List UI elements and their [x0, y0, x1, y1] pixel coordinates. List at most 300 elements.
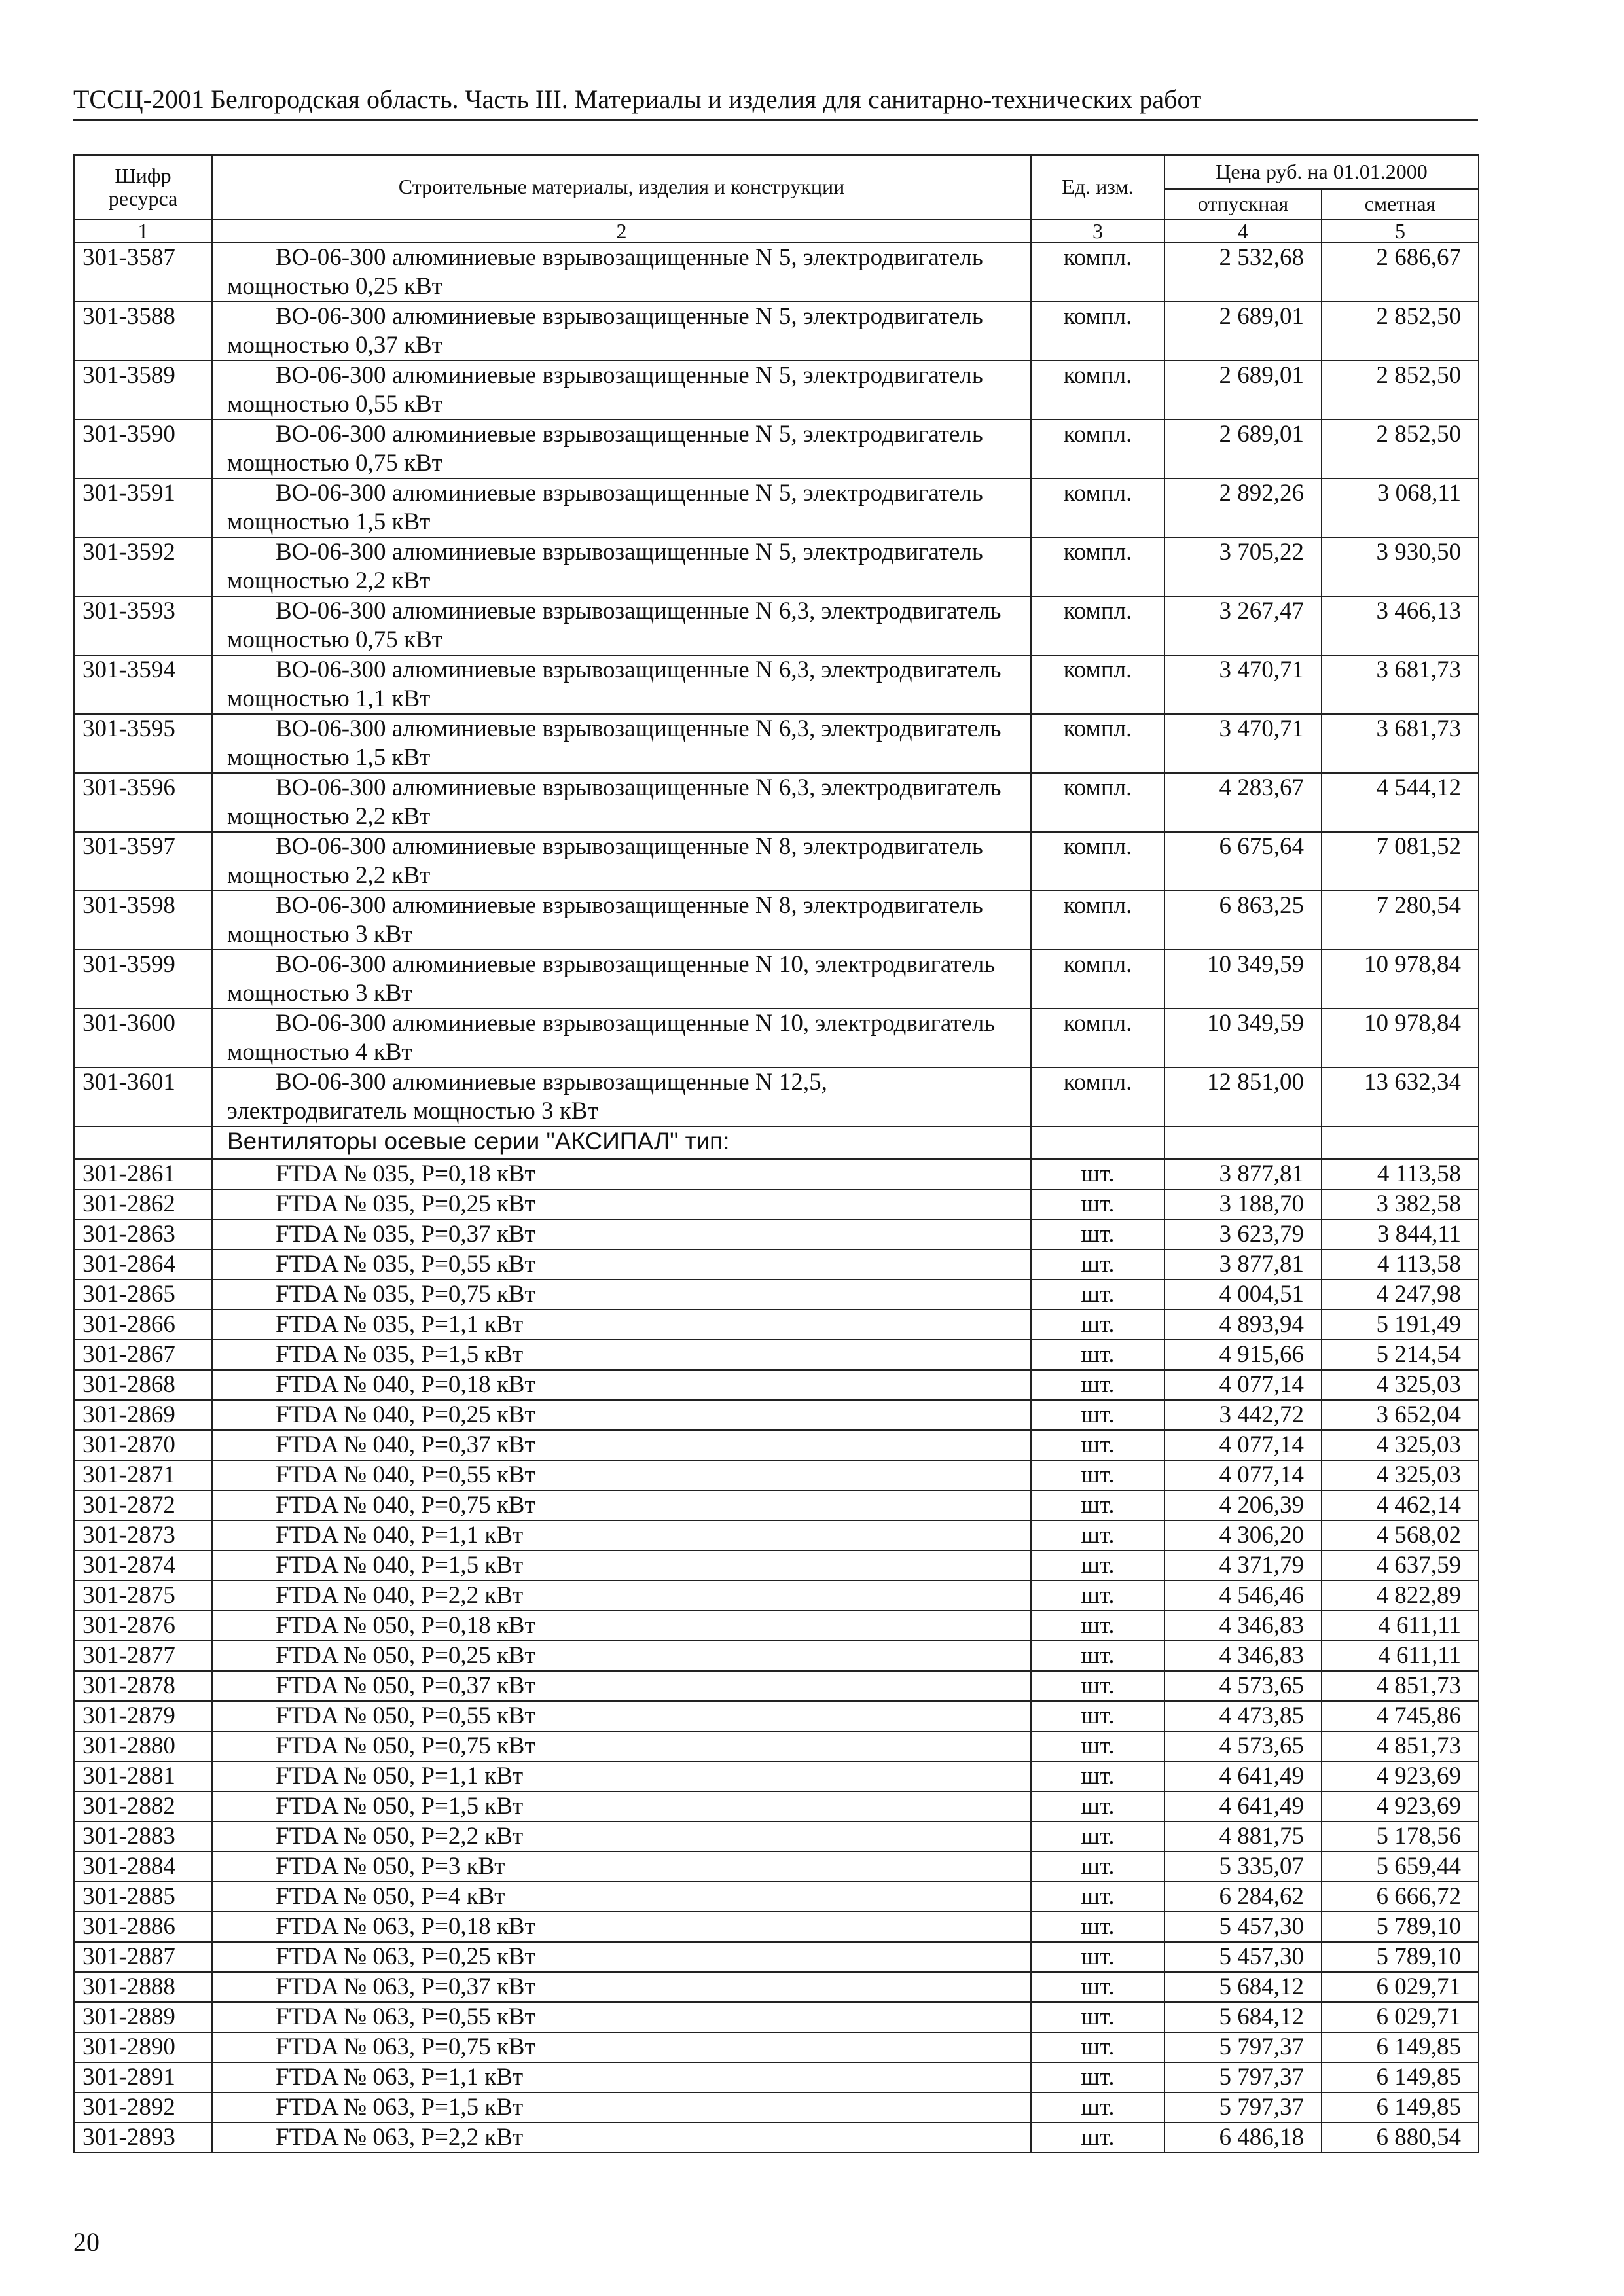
- material-name: [212, 1611, 1031, 1641]
- table-row: [74, 1280, 1479, 1310]
- material-name: [212, 1912, 1031, 1942]
- table-row: [74, 302, 1479, 361]
- material-name-text: FTDA № 063, Р=2,2 кВт: [276, 2124, 524, 2151]
- table-row: [74, 1067, 1479, 1126]
- unit-cell: шт.: [1031, 2062, 1164, 2092]
- price-release: 6 675,64: [1164, 832, 1322, 891]
- material-name: [212, 478, 1031, 537]
- price-estimate: 3 844,11: [1322, 1219, 1479, 1249]
- resource-code: 301-2869: [74, 1400, 212, 1430]
- unit-cell: шт.: [1031, 1942, 1164, 1972]
- price-estimate: 3 930,50: [1322, 537, 1479, 596]
- resource-code: 301-2887: [74, 1942, 212, 1972]
- table-row: [74, 1430, 1479, 1460]
- section-code-cell: [74, 1126, 212, 1159]
- price-estimate: 7 280,54: [1322, 891, 1479, 950]
- material-name-text: FTDA № 035, Р=1,5 кВт: [276, 1341, 524, 1368]
- resource-code: 301-3589: [74, 361, 212, 420]
- price-release: 4 881,75: [1164, 1821, 1322, 1852]
- price-release: 4 893,94: [1164, 1310, 1322, 1340]
- table-row: [74, 1490, 1479, 1520]
- price-estimate: 6 029,71: [1322, 1972, 1479, 2002]
- price-release: 3 470,71: [1164, 714, 1322, 773]
- material-name-text: FTDA № 040, Р=1,1 кВт: [276, 1522, 524, 1549]
- price-estimate: 10 978,84: [1322, 1009, 1479, 1067]
- material-name: [212, 1400, 1031, 1430]
- unit-cell: шт.: [1031, 1912, 1164, 1942]
- price-table: [73, 154, 1479, 2153]
- price-release: 2 689,01: [1164, 302, 1322, 361]
- material-name: [212, 1731, 1031, 1761]
- material-name-text: FTDA № 063, Р=1,1 кВт: [276, 2064, 524, 2090]
- resource-code: 301-3593: [74, 596, 212, 655]
- unit-cell: компл.: [1031, 243, 1164, 302]
- material-name-line2: мощностью 4 кВт: [227, 1038, 412, 1066]
- price-release: 4 206,39: [1164, 1490, 1322, 1520]
- unit-cell: компл.: [1031, 596, 1164, 655]
- material-name-line2: мощностью 2,2 кВт: [227, 567, 431, 594]
- material-name-text: FTDA № 063, Р=1,5 кВт: [276, 2094, 524, 2121]
- material-name-text: FTDA № 063, Р=0,55 кВт: [276, 2003, 535, 2030]
- page-number: 20: [73, 2227, 99, 2257]
- material-name-text: FTDA № 050, Р=1,5 кВт: [276, 1793, 524, 1820]
- material-name: [212, 1490, 1031, 1520]
- table-row: [74, 2062, 1479, 2092]
- material-name-text: FTDA № 040, Р=2,2 кВт: [276, 1582, 524, 1609]
- price-estimate: 13 632,34: [1322, 1067, 1479, 1126]
- material-name: [212, 1942, 1031, 1972]
- price-release: 4 077,14: [1164, 1430, 1322, 1460]
- price-estimate: 4 544,12: [1322, 773, 1479, 832]
- price-release: 4 641,49: [1164, 1791, 1322, 1821]
- material-name-text: FTDA № 063, Р=0,25 кВт: [276, 1943, 535, 1970]
- unit-cell: компл.: [1031, 832, 1164, 891]
- price-release: 2 532,68: [1164, 243, 1322, 302]
- material-name: [212, 1370, 1031, 1400]
- material-name-line2: мощностью 2,2 кВт: [227, 802, 431, 830]
- price-release: 4 371,79: [1164, 1551, 1322, 1581]
- price-estimate: 3 068,11: [1322, 478, 1479, 537]
- material-name: [212, 2123, 1031, 2153]
- unit-cell: компл.: [1031, 655, 1164, 714]
- material-name-text: FTDA № 040, Р=0,37 кВт: [276, 1431, 535, 1458]
- material-name-line2: мощностью 1,5 кВт: [227, 744, 431, 771]
- resource-code: 301-2888: [74, 1972, 212, 2002]
- material-name-line1: ВО-06-300 алюминиевые взрывозащищенные N 6,3, электродвигатель: [276, 656, 1001, 683]
- price-release: 4 306,20: [1164, 1520, 1322, 1551]
- material-name: [212, 2002, 1031, 2032]
- resource-code: 301-2891: [74, 2062, 212, 2092]
- unit-cell: компл.: [1031, 950, 1164, 1009]
- material-name: [212, 1280, 1031, 1310]
- price-estimate: 4 247,98: [1322, 1280, 1479, 1310]
- unit-cell: шт.: [1031, 1159, 1164, 1189]
- unit-cell: шт.: [1031, 1280, 1164, 1310]
- material-name-line2: мощностью 0,37 кВт: [227, 331, 442, 359]
- material-name-text: FTDA № 050, Р=4 кВт: [276, 1883, 505, 1910]
- price-release: 5 797,37: [1164, 2062, 1322, 2092]
- section-price-cell: [1322, 1126, 1479, 1159]
- resource-code: 301-2872: [74, 1490, 212, 1520]
- material-name: [212, 1310, 1031, 1340]
- unit-cell: шт.: [1031, 1701, 1164, 1731]
- resource-code: 301-3592: [74, 537, 212, 596]
- price-estimate: 5 178,56: [1322, 1821, 1479, 1852]
- table-row: [74, 1219, 1479, 1249]
- price-estimate: 5 789,10: [1322, 1912, 1479, 1942]
- price-estimate: 10 978,84: [1322, 950, 1479, 1009]
- price-release: 4 283,67: [1164, 773, 1322, 832]
- column-number: 1: [74, 219, 212, 243]
- price-release: 3 623,79: [1164, 1219, 1322, 1249]
- material-name: [212, 243, 1031, 302]
- material-name-line1: ВО-06-300 алюминиевые взрывозащищенные N 5, электродвигатель: [276, 362, 983, 389]
- unit-cell: компл.: [1031, 420, 1164, 478]
- price-estimate: 6 666,72: [1322, 1882, 1479, 1912]
- material-name-line2: мощностью 2,2 кВт: [227, 861, 431, 889]
- material-name: [212, 1972, 1031, 2002]
- material-name: [212, 2092, 1031, 2123]
- resource-code: 301-2893: [74, 2123, 212, 2153]
- unit-cell: шт.: [1031, 1671, 1164, 1701]
- material-name-text: FTDA № 035, Р=0,18 кВт: [276, 1160, 535, 1187]
- table-row: [74, 1882, 1479, 1912]
- resource-code: 301-2871: [74, 1460, 212, 1490]
- price-release: 4 915,66: [1164, 1340, 1322, 1370]
- resource-code: 301-2884: [74, 1852, 212, 1882]
- price-estimate: 4 611,11: [1322, 1641, 1479, 1671]
- price-release: 4 573,65: [1164, 1731, 1322, 1761]
- table-row: [74, 2123, 1479, 2153]
- table-row: [74, 596, 1479, 655]
- material-name-text: FTDA № 050, Р=0,37 кВт: [276, 1672, 535, 1699]
- section-price-cell: [1164, 1126, 1322, 1159]
- price-estimate: 4 745,86: [1322, 1701, 1479, 1731]
- material-name-line1: ВО-06-300 алюминиевые взрывозащищенные N 10, электродвигатель: [276, 951, 996, 978]
- material-name: [212, 950, 1031, 1009]
- resource-code: 301-2862: [74, 1189, 212, 1219]
- price-estimate: 6 029,71: [1322, 2002, 1479, 2032]
- unit-cell: компл.: [1031, 1067, 1164, 1126]
- price-release: 10 349,59: [1164, 1009, 1322, 1067]
- material-name-text: FTDA № 040, Р=1,5 кВт: [276, 1552, 524, 1579]
- price-release: 4 473,85: [1164, 1701, 1322, 1731]
- material-name-line2: электродвигатель мощностью 3 кВт: [227, 1097, 598, 1124]
- unit-cell: шт.: [1031, 1882, 1164, 1912]
- material-name: [212, 1821, 1031, 1852]
- price-release: 4 573,65: [1164, 1671, 1322, 1701]
- material-name: [212, 1460, 1031, 1490]
- price-release: 5 797,37: [1164, 2092, 1322, 2123]
- unit-cell: шт.: [1031, 2002, 1164, 2032]
- material-name-text: FTDA № 063, Р=0,18 кВт: [276, 1913, 535, 1940]
- table-row: [74, 1249, 1479, 1280]
- table-row: [74, 832, 1479, 891]
- price-estimate: 4 325,03: [1322, 1430, 1479, 1460]
- unit-cell: шт.: [1031, 2092, 1164, 2123]
- table-row: [74, 1159, 1479, 1189]
- resource-code: 301-2864: [74, 1249, 212, 1280]
- unit-cell: шт.: [1031, 1430, 1164, 1460]
- table-row: [74, 1701, 1479, 1731]
- price-estimate: 4 113,58: [1322, 1249, 1479, 1280]
- unit-cell: компл.: [1031, 1009, 1164, 1067]
- material-name-text: FTDA № 040, Р=0,55 кВт: [276, 1462, 535, 1488]
- material-name: [212, 361, 1031, 420]
- table-row: [74, 1370, 1479, 1400]
- table-row: [74, 1912, 1479, 1942]
- table-row: [74, 1400, 1479, 1430]
- material-name-text: FTDA № 035, Р=0,75 кВт: [276, 1281, 535, 1308]
- material-name: [212, 832, 1031, 891]
- section-row: [74, 1126, 1479, 1159]
- material-name-text: FTDA № 050, Р=0,25 кВт: [276, 1642, 535, 1669]
- table-row: [74, 655, 1479, 714]
- unit-cell: шт.: [1031, 1581, 1164, 1611]
- material-name-text: FTDA № 035, Р=0,37 кВт: [276, 1221, 535, 1247]
- table-row: [74, 773, 1479, 832]
- price-estimate: 4 325,03: [1322, 1370, 1479, 1400]
- header-unit: Ед. изм.: [1031, 155, 1164, 219]
- resource-code: 301-2890: [74, 2032, 212, 2062]
- material-name-text: FTDA № 035, Р=0,25 кВт: [276, 1191, 535, 1217]
- price-release: 3 188,70: [1164, 1189, 1322, 1219]
- material-name-text: FTDA № 063, Р=0,75 кВт: [276, 2034, 535, 2060]
- section-unit-cell: [1031, 1126, 1164, 1159]
- resource-code: 301-2885: [74, 1882, 212, 1912]
- price-estimate: 4 822,89: [1322, 1581, 1479, 1611]
- table-row: [74, 2002, 1479, 2032]
- resource-code: 301-2873: [74, 1520, 212, 1551]
- price-release: 2 892,26: [1164, 478, 1322, 537]
- unit-cell: шт.: [1031, 1340, 1164, 1370]
- unit-cell: шт.: [1031, 1490, 1164, 1520]
- material-name-text: FTDA № 050, Р=3 кВт: [276, 1853, 505, 1880]
- table-row: [74, 1340, 1479, 1370]
- price-estimate: 4 923,69: [1322, 1791, 1479, 1821]
- resource-code: 301-3596: [74, 773, 212, 832]
- table-row: [74, 1641, 1479, 1671]
- unit-cell: шт.: [1031, 2032, 1164, 2062]
- unit-cell: компл.: [1031, 302, 1164, 361]
- unit-cell: шт.: [1031, 1460, 1164, 1490]
- material-name-line1: ВО-06-300 алюминиевые взрывозащищенные N 5, электродвигатель: [276, 539, 983, 565]
- resource-code: 301-2866: [74, 1310, 212, 1340]
- resource-code: 301-2892: [74, 2092, 212, 2123]
- price-release: 3 877,81: [1164, 1249, 1322, 1280]
- price-release: 6 284,62: [1164, 1882, 1322, 1912]
- material-name-text: FTDA № 040, Р=0,25 кВт: [276, 1401, 535, 1428]
- resource-code: 301-3600: [74, 1009, 212, 1067]
- material-name: [212, 1189, 1031, 1219]
- price-estimate: 3 382,58: [1322, 1189, 1479, 1219]
- unit-cell: шт.: [1031, 1310, 1164, 1340]
- table-row: [74, 1852, 1479, 1882]
- material-name-text: FTDA № 035, Р=0,55 кВт: [276, 1251, 535, 1278]
- material-name-text: FTDA № 035, Р=1,1 кВт: [276, 1311, 524, 1338]
- header-code: Шифр ресурса: [74, 155, 212, 219]
- resource-code: 301-2867: [74, 1340, 212, 1370]
- unit-cell: шт.: [1031, 1852, 1164, 1882]
- table-row: [74, 243, 1479, 302]
- table-row: [74, 1520, 1479, 1551]
- material-name-line2: мощностью 0,25 кВт: [227, 272, 442, 300]
- group2-body: [74, 1159, 1479, 2153]
- price-estimate: 3 681,73: [1322, 714, 1479, 773]
- price-release: 4 641,49: [1164, 1761, 1322, 1791]
- table-row: [74, 950, 1479, 1009]
- material-name-line2: мощностью 0,55 кВт: [227, 390, 442, 418]
- price-estimate: 6 149,85: [1322, 2092, 1479, 2123]
- material-name: [212, 2062, 1031, 2092]
- price-estimate: 2 852,50: [1322, 361, 1479, 420]
- header-price-group: Цена руб. на 01.01.2000: [1164, 155, 1479, 189]
- resource-code: 301-3597: [74, 832, 212, 891]
- table-row: [74, 1671, 1479, 1701]
- material-name-line1: ВО-06-300 алюминиевые взрывозащищенные N 12,5,: [276, 1069, 827, 1096]
- unit-cell: шт.: [1031, 1972, 1164, 2002]
- column-number: 2: [212, 219, 1031, 243]
- price-estimate: 6 149,85: [1322, 2032, 1479, 2062]
- table-row: [74, 891, 1479, 950]
- material-name: [212, 1701, 1031, 1731]
- table-row: [74, 1581, 1479, 1611]
- resource-code: 301-2880: [74, 1731, 212, 1761]
- table-row: [74, 2092, 1479, 2123]
- material-name: [212, 596, 1031, 655]
- resource-code: 301-2877: [74, 1641, 212, 1671]
- material-name-line2: мощностью 3 кВт: [227, 979, 412, 1007]
- price-estimate: 4 568,02: [1322, 1520, 1479, 1551]
- price-release: 4 346,83: [1164, 1611, 1322, 1641]
- material-name-line1: ВО-06-300 алюминиевые взрывозащищенные N 5, электродвигатель: [276, 480, 983, 507]
- price-estimate: 4 113,58: [1322, 1159, 1479, 1189]
- material-name: [212, 1067, 1031, 1126]
- unit-cell: шт.: [1031, 1189, 1164, 1219]
- material-name-text: FTDA № 050, Р=2,2 кВт: [276, 1823, 524, 1850]
- material-name-line1: ВО-06-300 алюминиевые взрывозащищенные N 5, электродвигатель: [276, 244, 983, 271]
- resource-code: 301-2886: [74, 1912, 212, 1942]
- material-name: [212, 1791, 1031, 1821]
- resource-code: 301-2876: [74, 1611, 212, 1641]
- header-name: Строительные материалы, изделия и конструкции: [212, 155, 1031, 219]
- material-name-line2: мощностью 1,5 кВт: [227, 508, 431, 535]
- price-release: 3 705,22: [1164, 537, 1322, 596]
- material-name: [212, 1430, 1031, 1460]
- price-estimate: 4 325,03: [1322, 1460, 1479, 1490]
- table-row: [74, 1942, 1479, 1972]
- resource-code: 301-3598: [74, 891, 212, 950]
- resource-code: 301-3588: [74, 302, 212, 361]
- unit-cell: компл.: [1031, 773, 1164, 832]
- material-name-text: FTDA № 050, Р=1,1 кВт: [276, 1763, 524, 1789]
- price-release: 4 077,14: [1164, 1460, 1322, 1490]
- section-title: Вентиляторы осевые серии "АКСИПАЛ" тип:: [212, 1126, 1031, 1159]
- unit-cell: шт.: [1031, 1520, 1164, 1551]
- table-row: [74, 537, 1479, 596]
- material-name-text: FTDA № 040, Р=0,75 кВт: [276, 1492, 535, 1518]
- material-name: [212, 891, 1031, 950]
- page-header-title: ТССЦ-2001 Белгородская область. Часть III. Материалы и изделия для санитарно-технических работ: [73, 84, 1202, 114]
- table-row: [74, 1310, 1479, 1340]
- unit-cell: шт.: [1031, 1219, 1164, 1249]
- price-release: 5 684,12: [1164, 2002, 1322, 2032]
- material-name: [212, 420, 1031, 478]
- unit-cell: шт.: [1031, 1791, 1164, 1821]
- unit-cell: шт.: [1031, 1551, 1164, 1581]
- price-estimate: 7 081,52: [1322, 832, 1479, 891]
- material-name-line2: мощностью 0,75 кВт: [227, 449, 442, 476]
- material-name-line1: ВО-06-300 алюминиевые взрывозащищенные N 10, электродвигатель: [276, 1010, 996, 1037]
- unit-cell: компл.: [1031, 891, 1164, 950]
- material-name: [212, 2032, 1031, 2062]
- resource-code: 301-3590: [74, 420, 212, 478]
- table-row: [74, 1731, 1479, 1761]
- price-estimate: 4 611,11: [1322, 1611, 1479, 1641]
- price-release: 2 689,01: [1164, 420, 1322, 478]
- resource-code: 301-3587: [74, 243, 212, 302]
- price-release: 5 457,30: [1164, 1942, 1322, 1972]
- material-name-line2: мощностью 3 кВт: [227, 920, 412, 948]
- price-release: 4 546,46: [1164, 1581, 1322, 1611]
- unit-cell: компл.: [1031, 537, 1164, 596]
- resource-code: 301-3591: [74, 478, 212, 537]
- material-name-text: FTDA № 040, Р=0,18 кВт: [276, 1371, 535, 1398]
- price-estimate: 3 681,73: [1322, 655, 1479, 714]
- price-estimate: 5 214,54: [1322, 1340, 1479, 1370]
- table-row: [74, 714, 1479, 773]
- price-estimate: 5 659,44: [1322, 1852, 1479, 1882]
- material-name-line2: мощностью 1,1 кВт: [227, 685, 431, 712]
- material-name-line2: мощностью 0,75 кВт: [227, 626, 442, 653]
- resource-code: 301-3595: [74, 714, 212, 773]
- header-price-estimate: сметная: [1322, 189, 1479, 219]
- price-release: 10 349,59: [1164, 950, 1322, 1009]
- material-name: [212, 1219, 1031, 1249]
- price-estimate: 6 149,85: [1322, 2062, 1479, 2092]
- table-row: [74, 1791, 1479, 1821]
- resource-code: 301-2889: [74, 2002, 212, 2032]
- unit-cell: компл.: [1031, 361, 1164, 420]
- unit-cell: компл.: [1031, 478, 1164, 537]
- resource-code: 301-3599: [74, 950, 212, 1009]
- unit-cell: шт.: [1031, 1731, 1164, 1761]
- price-release: 6 863,25: [1164, 891, 1322, 950]
- price-release: 12 851,00: [1164, 1067, 1322, 1126]
- price-estimate: 2 852,50: [1322, 420, 1479, 478]
- price-release: 5 457,30: [1164, 1912, 1322, 1942]
- price-release: 3 877,81: [1164, 1159, 1322, 1189]
- table-row: [74, 478, 1479, 537]
- material-name: [212, 302, 1031, 361]
- material-name-text: FTDA № 063, Р=0,37 кВт: [276, 1973, 535, 2000]
- material-name: [212, 1551, 1031, 1581]
- resource-code: 301-2883: [74, 1821, 212, 1852]
- price-estimate: 4 851,73: [1322, 1671, 1479, 1701]
- price-release: 4 077,14: [1164, 1370, 1322, 1400]
- material-name-line1: ВО-06-300 алюминиевые взрывозащищенные N 6,3, электродвигатель: [276, 774, 1001, 801]
- resource-code: 301-2861: [74, 1159, 212, 1189]
- table-header: [74, 155, 1479, 243]
- price-release: 2 689,01: [1164, 361, 1322, 420]
- unit-cell: компл.: [1031, 714, 1164, 773]
- price-estimate: 4 637,59: [1322, 1551, 1479, 1581]
- material-name: [212, 1159, 1031, 1189]
- resource-code: 301-3601: [74, 1067, 212, 1126]
- price-estimate: 3 652,04: [1322, 1400, 1479, 1430]
- material-name: [212, 537, 1031, 596]
- unit-cell: шт.: [1031, 1761, 1164, 1791]
